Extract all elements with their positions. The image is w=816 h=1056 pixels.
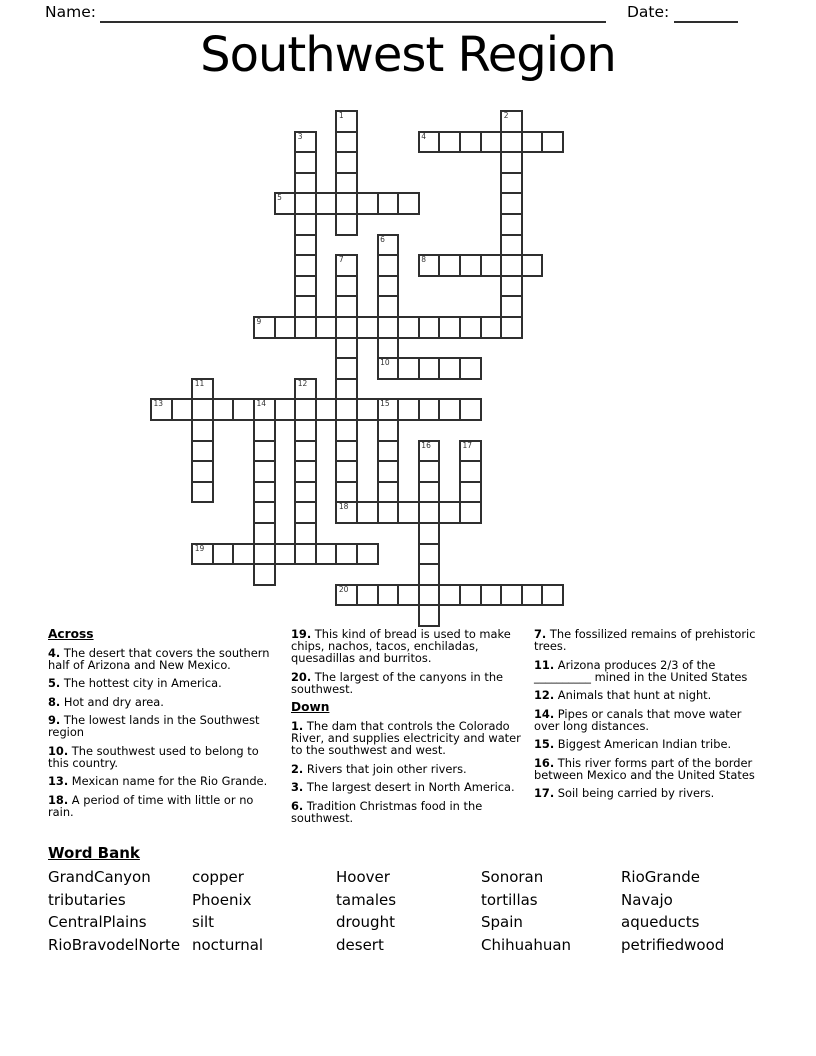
clue-11: 11. Arizona produces 2/3 of the __________ mined in the United States [534,657,748,684]
grid-cell[interactable] [294,192,317,215]
grid-cell[interactable] [335,151,358,174]
grid-cell[interactable] [438,501,461,524]
grid-cell[interactable] [335,254,358,277]
word-bank-word: tortillas [481,890,538,909]
grid-cell-number: 7 [338,255,344,265]
grid-cell[interactable] [171,398,194,421]
word-bank-word: desert [336,936,384,955]
clue-column-3 [534,628,769,806]
grid-cell[interactable] [480,316,503,339]
clue-9: 9. The lowest lands in the Southwest region [48,713,260,740]
clue-number: 13. [48,774,69,789]
grid-cell-number: 13 [153,399,164,409]
word-bank-word: copper [192,868,244,886]
grid-cell[interactable] [294,316,317,339]
grid-cell[interactable] [397,501,420,524]
grid-cell[interactable] [253,522,276,545]
grid-cell[interactable] [377,234,400,257]
grid-cell[interactable] [274,192,297,215]
grid-cell[interactable] [335,481,358,504]
grid-cell[interactable] [459,131,482,154]
grid-cell[interactable] [294,172,317,195]
word-bank-word: Navajo [621,890,673,909]
grid-cell[interactable] [253,316,276,339]
clue-number: 1. [291,719,304,734]
grid-cell[interactable] [377,254,400,277]
grid-cell[interactable] [294,131,317,154]
clue-column-1 [48,628,274,824]
word-bank-word: Spain [481,913,523,932]
grid-cell[interactable] [418,316,441,339]
grid-cell[interactable] [438,254,461,277]
clue-number: 7. [534,627,547,641]
grid-cell[interactable] [191,460,214,483]
grid-cell[interactable] [500,151,523,174]
grid-cell[interactable] [253,481,276,504]
grid-cell[interactable] [294,501,317,524]
grid-cell[interactable] [232,398,255,421]
grid-cell[interactable] [500,295,523,318]
grid-cell[interactable] [335,275,358,298]
clue-section-heading: Down [291,700,330,715]
grid-cell[interactable] [377,419,400,442]
grid-cell[interactable] [335,398,358,421]
grid-cell[interactable] [418,563,441,586]
grid-cell[interactable] [253,543,276,566]
grid-cell[interactable] [335,295,358,318]
grid-cell[interactable] [418,584,441,607]
grid-cell[interactable] [377,440,400,463]
grid-cell[interactable] [377,481,400,504]
word-bank-word: Phoenix [192,890,252,909]
grid-cell[interactable] [500,316,523,339]
grid-cell[interactable] [500,192,523,215]
grid-cell-number: 14 [256,399,267,409]
grid-cell[interactable] [397,398,420,421]
grid-cell[interactable] [253,398,276,421]
word-bank-word: CentralPlains [48,913,147,932]
grid-cell-number: 2 [503,111,509,120]
grid-cell[interactable] [315,543,338,566]
grid-cell-number: 20 [338,584,349,594]
grid-cell[interactable] [418,398,441,421]
grid-cell[interactable] [335,543,358,566]
grid-cell[interactable] [356,584,379,607]
grid-cell[interactable] [377,398,400,421]
clue-number: 5. [48,676,61,691]
grid-cell[interactable] [438,316,461,339]
grid-cell[interactable] [294,522,317,545]
clue-number: 4. [48,645,61,660]
grid-cell[interactable] [418,501,441,524]
grid-cell[interactable] [377,337,400,360]
grid-cell-number: 5 [277,193,282,203]
grid-cell[interactable] [418,254,441,277]
grid-cell-number: 8 [421,255,427,265]
word-bank-word: aqueducts [621,913,700,932]
grid-cell[interactable] [521,131,544,154]
grid-cell[interactable] [315,316,338,339]
grid-cell[interactable] [294,234,317,257]
grid-cell[interactable] [253,419,276,442]
grid-cell[interactable] [294,213,317,236]
grid-cell[interactable] [438,398,461,421]
grid-cell[interactable] [418,357,441,380]
grid-cell-number: 3 [297,131,303,141]
clue-20: 20. The largest of the canyons in the southwest. [291,669,504,696]
grid-cell-number: 17 [462,440,473,450]
grid-cell[interactable] [500,172,523,195]
word-bank-word: drought [336,913,395,932]
grid-cell[interactable] [397,192,420,215]
word-bank-word: nocturnal [192,936,264,955]
grid-cell[interactable] [294,151,317,174]
grid-cell[interactable] [191,481,214,504]
grid-cell[interactable] [335,378,358,401]
word-bank-column [48,866,180,957]
clue-number: 14. [534,706,555,721]
grid-cell[interactable] [356,192,379,215]
grid-cell[interactable] [232,543,255,566]
grid-cell[interactable] [294,254,317,277]
grid-cell[interactable] [274,543,297,566]
grid-cell-number: 16 [421,440,431,450]
grid-cell[interactable] [480,584,503,607]
clue-number: 2. [291,761,304,776]
grid-cell[interactable] [397,357,420,380]
grid-cell[interactable] [459,440,482,463]
grid-cell[interactable] [418,131,441,154]
clue-section-heading: Across [48,627,94,641]
grid-cell[interactable] [294,460,317,483]
clue-15: 15. Biggest American Indian tribe. [534,737,732,752]
grid-cell[interactable] [274,398,297,421]
grid-cell[interactable] [459,460,482,483]
clue-number: 3. [291,780,304,795]
grid-cell[interactable] [459,357,482,380]
grid-cell[interactable] [335,131,358,154]
clue-number: 17. [534,786,555,801]
grid-cell[interactable] [397,316,420,339]
grid-cell[interactable] [541,131,564,154]
clue-2: 2. Rivers that join other rivers. [291,761,467,776]
grid-cell[interactable] [377,192,400,215]
grid-cell[interactable] [335,440,358,463]
grid-cell[interactable] [418,522,441,545]
name-label: Name: [45,3,96,21]
clue-number: 10. [48,743,69,758]
clue-7: 7. The fossilized remains of prehistoric trees. [534,627,756,654]
clue-number: 11. [534,657,555,672]
clue-14: 14. Pipes or canals that move water over long distances. [534,706,742,733]
grid-cell[interactable] [335,584,358,607]
grid-cell[interactable] [253,440,276,463]
grid-cell[interactable] [315,398,338,421]
clue-number: 6. [291,798,304,813]
grid-cell[interactable] [335,460,358,483]
grid-cell[interactable] [191,398,214,421]
clue-number: 20. [291,669,312,684]
grid-cell[interactable] [377,295,400,318]
grid-cell[interactable] [500,584,523,607]
grid-cell[interactable] [459,501,482,524]
word-bank-word: Sonoran [481,868,544,886]
grid-cell[interactable] [356,501,379,524]
grid-cell[interactable] [377,275,400,298]
grid-cell[interactable] [294,543,317,566]
word-bank-column [481,866,571,957]
clue-8: 8. Hot and dry area. [48,694,164,709]
clue-16: 16. This river forms part of the border between Mexico and the United States [534,755,755,782]
grid-cell[interactable] [191,440,214,463]
grid-cell[interactable] [294,481,317,504]
grid-cell[interactable] [418,440,441,463]
grid-cell[interactable] [418,543,441,566]
grid-cell[interactable] [191,543,214,566]
grid-cell[interactable] [480,131,503,154]
grid-cell[interactable] [315,192,338,215]
grid-cell-number: 19 [194,543,205,553]
word-bank-column [192,866,263,957]
clue-column-2 [291,628,522,830]
grid-cell[interactable] [294,378,317,401]
clue-3: 3. The largest desert in North America. [291,780,515,795]
grid-cell[interactable] [150,398,173,421]
word-bank-word: tributaries [48,890,126,909]
date-label: Date: [627,3,670,21]
grid-cell[interactable] [335,110,358,133]
grid-cell[interactable] [294,275,317,298]
grid-cell[interactable] [521,584,544,607]
word-bank-word: RioGrande [621,868,701,886]
grid-cell[interactable] [377,584,400,607]
grid-cell[interactable] [356,398,379,421]
grid-cell[interactable] [212,398,235,421]
grid-cell-number: 9 [256,317,262,326]
clue-number: 8. [48,694,61,709]
clue-5: 5. The hottest city in America. [48,676,222,691]
grid-cell[interactable] [377,357,400,380]
clue-number: 15. [534,737,555,752]
grid-cell[interactable] [335,501,358,524]
grid-cell[interactable] [335,192,358,215]
grid-cell[interactable] [294,295,317,318]
clue-1: 1. The dam that controls the Colorado River, and supplies electricity and water to the southwest and west. [291,719,521,758]
clue-13: 13. Mexican name for the Rio Grande. [48,774,268,789]
page-title: Southwest Region [200,27,616,83]
grid-cell[interactable] [377,501,400,524]
clue-number: 16. [534,755,555,770]
grid-cell-number: 1 [338,111,344,120]
grid-cell[interactable] [377,460,400,483]
grid-cell[interactable] [253,460,276,483]
grid-cell[interactable] [191,378,214,401]
word-bank-word: tamales [336,890,397,909]
grid-cell-number: 12 [297,378,308,388]
grid-cell[interactable] [335,419,358,442]
clue-4: 4. The desert that covers the southern half of Arizona and New Mexico. [48,645,270,672]
grid-cell-number: 4 [421,131,427,141]
grid-cell[interactable] [335,172,358,195]
grid-cell[interactable] [294,398,317,421]
grid-cell[interactable] [500,254,523,277]
grid-cell-number: 6 [380,234,385,244]
word-bank-word: Chihuahuan [481,936,572,955]
grid-cell[interactable] [500,275,523,298]
clue-number: 18. [48,792,69,807]
grid-cell[interactable] [541,584,564,607]
grid-cell[interactable] [500,213,523,236]
word-bank-heading: Word Bank [48,844,140,862]
word-bank-word: RioBravodelNorte [48,936,181,955]
grid-cell[interactable] [356,543,379,566]
grid-cell[interactable] [459,584,482,607]
grid-cell[interactable] [459,398,482,421]
word-bank-word: petrifiedwood [621,936,725,955]
grid-cell[interactable] [438,131,461,154]
grid-cell[interactable] [500,110,523,133]
grid-cell[interactable] [521,254,544,277]
grid-cell[interactable] [356,316,379,339]
clue-17: 17. Soil being carried by rivers. [534,786,715,801]
grid-cell[interactable] [459,316,482,339]
grid-cell[interactable] [438,584,461,607]
word-bank-column [336,866,396,957]
clue-19: 19. This kind of bread is used to make chips, nachos, tacos, enchiladas, quesadillas and burritos. [291,627,511,666]
grid-cell[interactable] [459,254,482,277]
grid-cell[interactable] [438,357,461,380]
grid-cell[interactable] [294,440,317,463]
grid-cell-number: 10 [380,358,390,368]
grid-cell[interactable] [459,481,482,504]
grid-cell[interactable] [335,316,358,339]
grid-cell-number: 15 [380,399,390,409]
grid-cell[interactable] [500,131,523,154]
grid-cell[interactable] [397,584,420,607]
grid-cell[interactable] [253,501,276,524]
clue-number: 19. [291,627,312,641]
grid-cell[interactable] [335,357,358,380]
grid-cell[interactable] [418,604,441,627]
clue-6: 6. Tradition Christmas food in the southwest. [291,798,483,825]
grid-cell[interactable] [377,316,400,339]
word-bank-column [621,866,724,957]
clue-number: 12. [534,688,555,703]
grid-cell-number: 11 [194,378,205,388]
clue-10: 10. The southwest used to belong to this country. [48,743,259,770]
grid-cell[interactable] [335,213,358,236]
grid-cell[interactable] [253,563,276,586]
word-bank-word: silt [192,913,215,932]
clue-number: 9. [48,713,61,728]
grid-cell[interactable] [294,419,317,442]
grid-cell[interactable] [212,543,235,566]
clue-12: 12. Animals that hunt at night. [534,688,712,703]
grid-cell[interactable] [418,481,441,504]
grid-cell[interactable] [274,316,297,339]
grid-cell[interactable] [480,254,503,277]
grid-cell[interactable] [418,460,441,483]
grid-cell-number: 18 [338,502,349,512]
clue-18: 18. A period of time with little or no rain. [48,792,254,819]
grid-cell[interactable] [335,337,358,360]
grid-cell[interactable] [500,234,523,257]
word-bank-word: Hoover [336,868,390,886]
grid-cell[interactable] [191,419,214,442]
word-bank-word: GrandCanyon [48,868,151,886]
